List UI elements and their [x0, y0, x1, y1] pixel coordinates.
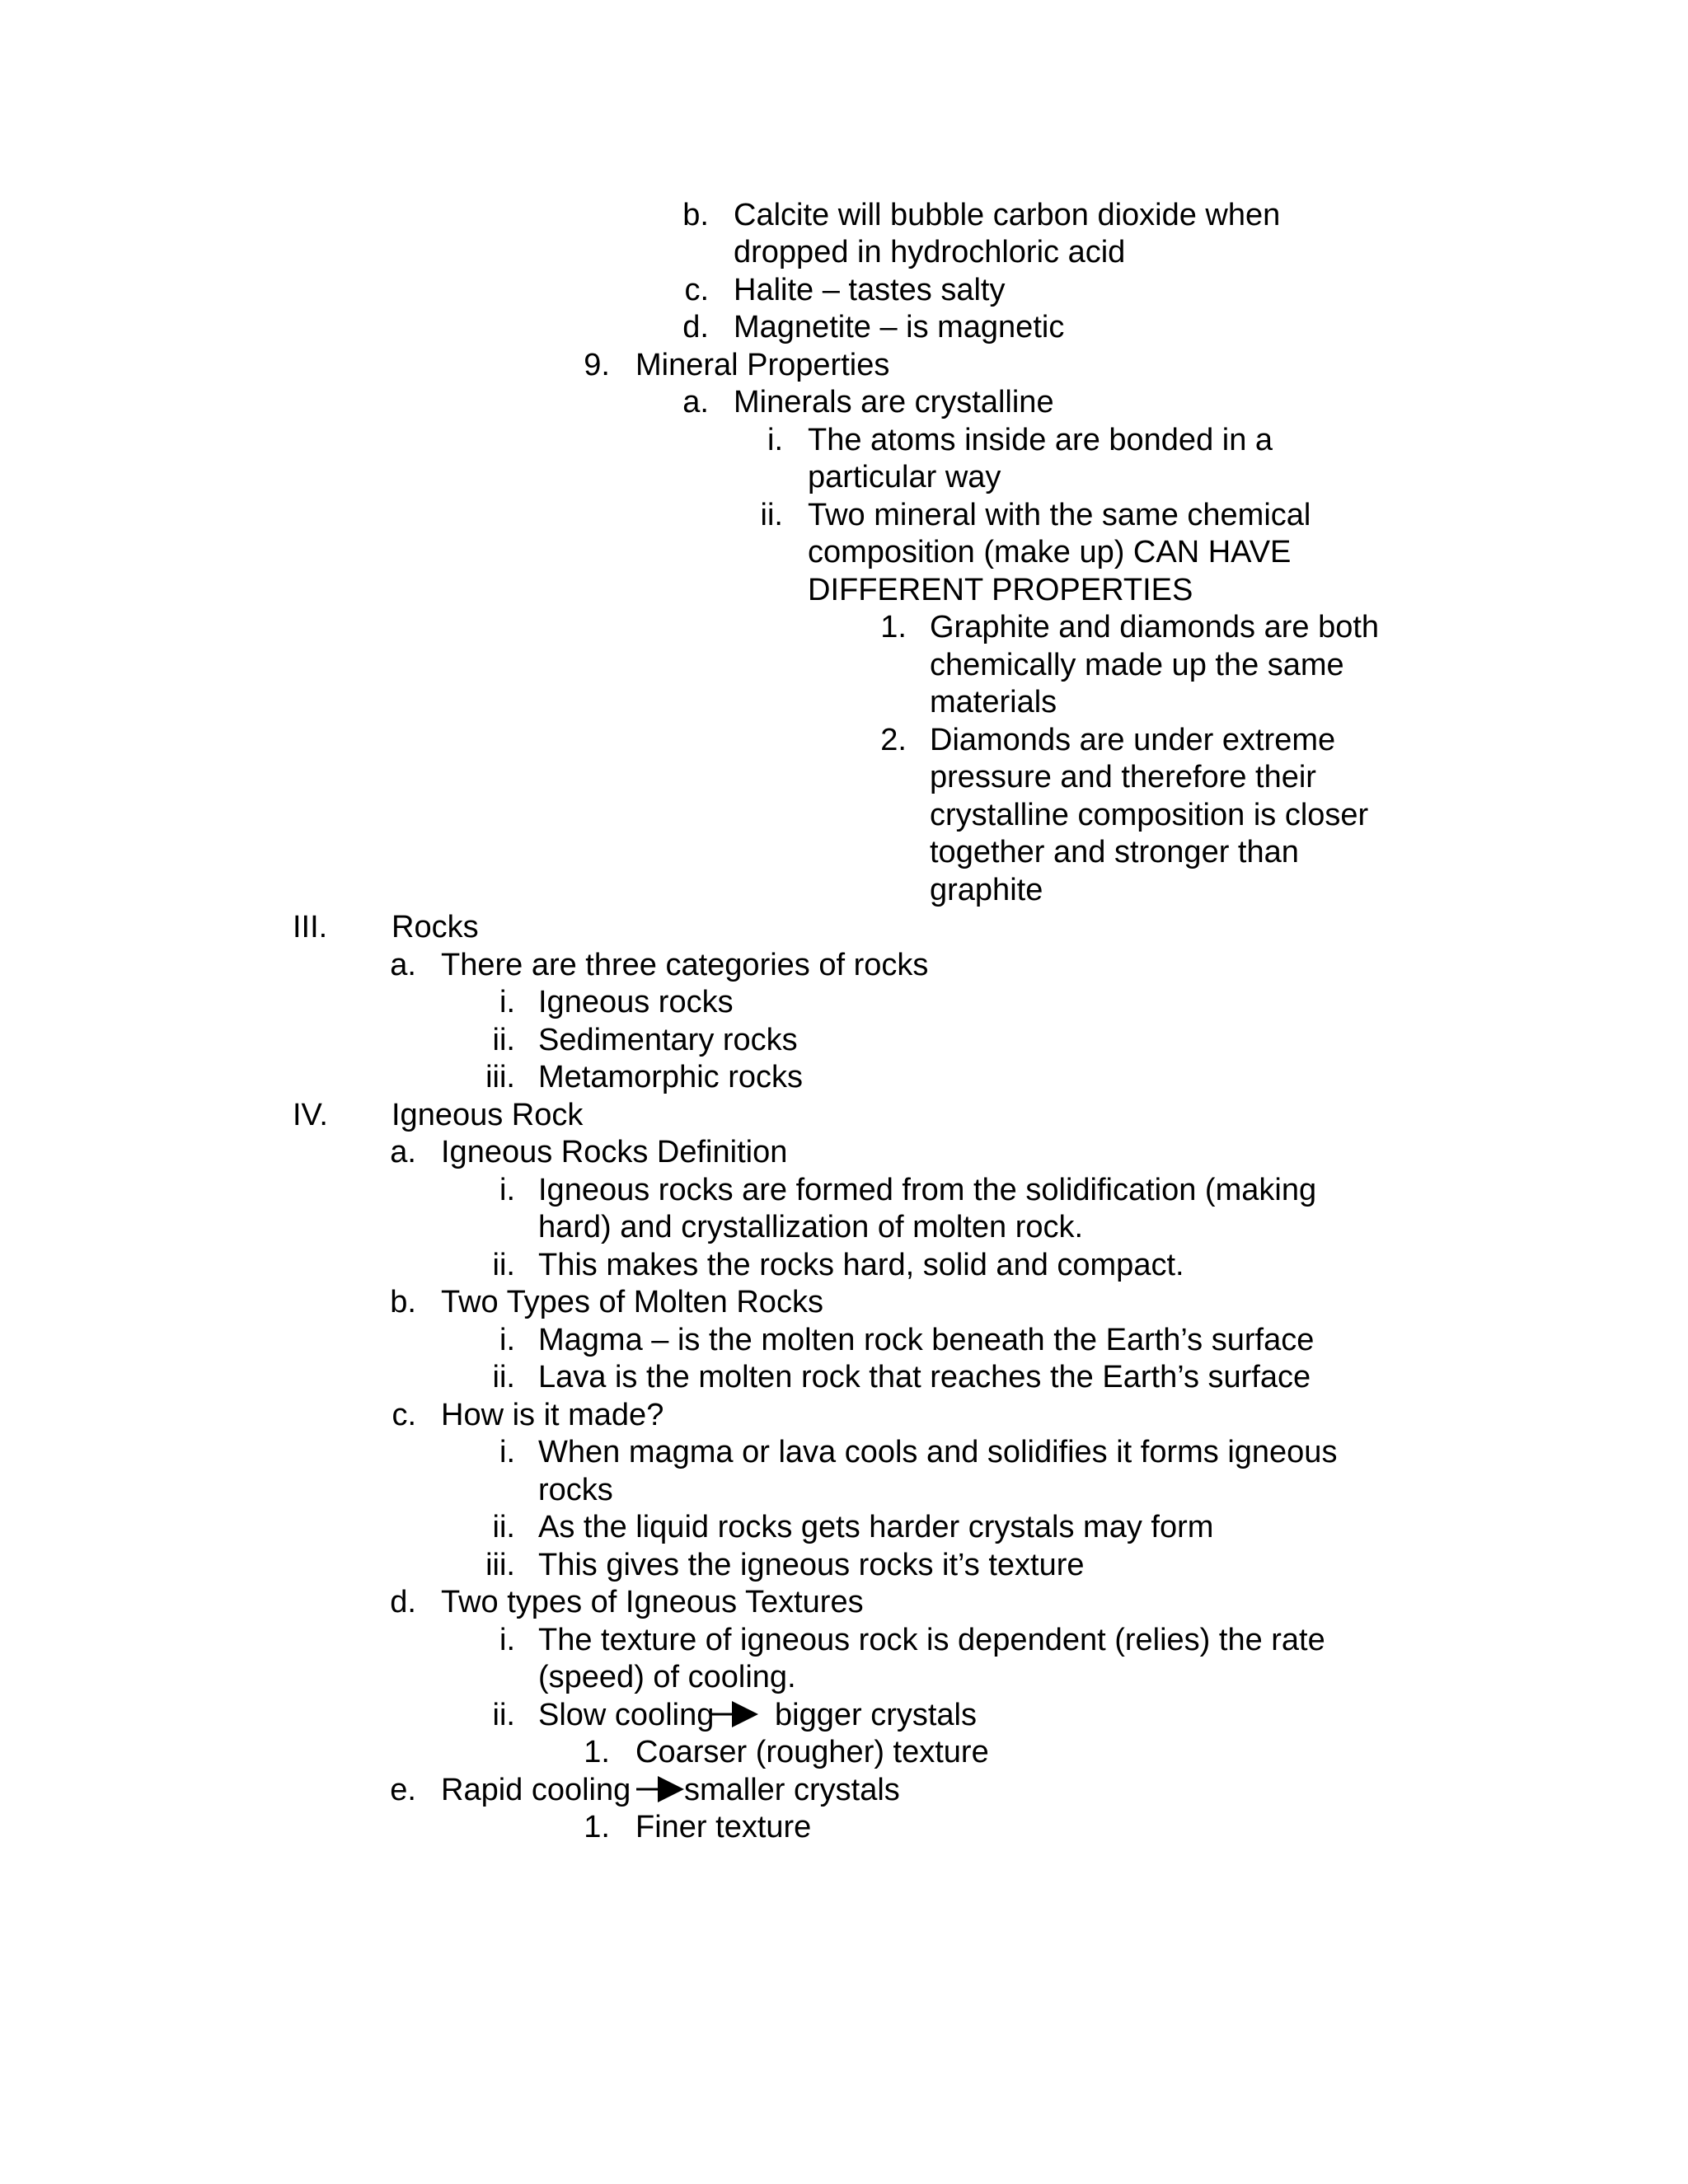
list-item-text: Sedimentary rocks: [538, 1023, 798, 1057]
list-item-text: Magma – is the molten rock beneath the Earth’s surface: [538, 1323, 1315, 1357]
list-item-text: Finer texture: [635, 1810, 812, 1844]
list-item-text: Halite – tastes salty: [734, 273, 1006, 307]
list-marker: ii.: [492, 1510, 515, 1544]
list-item-text: materials: [930, 685, 1057, 719]
list-marker: ii.: [492, 1698, 515, 1732]
list-marker: a.: [390, 948, 416, 982]
list-marker: c.: [392, 1398, 416, 1432]
list-item-text: DIFFERENT PROPERTIES: [808, 573, 1193, 607]
list-item-text: composition (make up) CAN HAVE: [808, 535, 1292, 569]
list-item-text: Coarser (rougher) texture: [635, 1735, 989, 1769]
list-item-text: dropped in hydrochloric acid: [734, 235, 1126, 269]
list-item-text: particular way: [808, 460, 1001, 494]
section-marker: III.: [293, 910, 328, 944]
list-marker: i.: [499, 1435, 515, 1469]
list-item-text: Magnetite – is magnetic: [734, 310, 1065, 344]
list-marker: d.: [390, 1585, 416, 1619]
list-item-text: The atoms inside are bonded in a: [808, 423, 1273, 457]
list-marker: i.: [499, 1323, 515, 1357]
list-item-text: (speed) of cooling.: [538, 1660, 796, 1694]
list-item-text: Igneous Rocks Definition: [441, 1135, 788, 1169]
list-marker: c.: [684, 273, 709, 307]
list-item-text: Two mineral with the same chemical: [808, 498, 1311, 532]
list-item-text: Lava is the molten rock that reaches the Earth’s surface: [538, 1360, 1311, 1394]
list-item-text: Slow cooling: [538, 1698, 715, 1732]
list-item-text: This makes the rocks hard, solid and compact.: [538, 1248, 1184, 1282]
list-item-text: smaller crystals: [684, 1773, 900, 1807]
list-marker: i.: [499, 1623, 515, 1657]
section-heading: Rocks: [392, 910, 479, 944]
list-item-text: Minerals are crystalline: [734, 385, 1054, 419]
list-marker: ii.: [760, 498, 783, 532]
list-marker: iii.: [485, 1548, 515, 1582]
list-item-text: Igneous rocks are formed from the solidification (making: [538, 1173, 1317, 1207]
list-item-text: Mineral Properties: [635, 348, 890, 382]
list-marker: e.: [390, 1773, 416, 1807]
list-item-text: This gives the igneous rocks it’s texture: [538, 1548, 1085, 1582]
list-item-text: Graphite and diamonds are both: [930, 610, 1380, 644]
list-marker: 2.: [880, 723, 907, 757]
list-marker: iii.: [485, 1060, 515, 1094]
list-item-text: together and stronger than: [930, 835, 1299, 869]
list-item-text: When magma or lava cools and solidifies it forms igneous: [538, 1435, 1338, 1469]
list-marker: i.: [499, 985, 515, 1019]
section-heading: Igneous Rock: [392, 1098, 584, 1132]
list-item-text: As the liquid rocks gets harder crystals may form: [538, 1510, 1214, 1544]
list-item-text: crystalline composition is closer: [930, 798, 1369, 832]
list-marker: i.: [499, 1173, 515, 1207]
list-item-text: pressure and therefore their: [930, 760, 1316, 794]
list-marker: 9.: [584, 348, 610, 382]
list-item-text: Metamorphic rocks: [538, 1060, 803, 1094]
list-marker: i.: [767, 423, 783, 457]
list-marker: d.: [682, 310, 709, 344]
arrow-right-icon: [636, 1773, 686, 1806]
list-item-text: graphite: [930, 873, 1043, 907]
list-marker: ii.: [492, 1248, 515, 1282]
list-marker: b.: [390, 1285, 416, 1319]
list-item-text: chemically made up the same: [930, 648, 1344, 682]
list-item-text: bigger crystals: [775, 1698, 977, 1732]
list-item-text: The texture of igneous rock is dependent (relies) the rate: [538, 1623, 1325, 1657]
list-item-text: How is it made?: [441, 1398, 664, 1432]
list-marker: 1.: [880, 610, 907, 644]
list-item-text: Two Types of Molten Rocks: [441, 1285, 823, 1319]
list-item-text: Rapid cooling: [441, 1773, 631, 1807]
list-marker: a.: [390, 1135, 416, 1169]
list-item-text: Igneous rocks: [538, 985, 734, 1019]
list-marker: 1.: [584, 1735, 610, 1769]
section-marker: IV.: [293, 1098, 328, 1132]
list-item-text: Two types of Igneous Textures: [441, 1585, 864, 1619]
list-item-text: hard) and crystallization of molten rock.: [538, 1210, 1084, 1244]
list-marker: a.: [682, 385, 709, 419]
list-item-text: There are three categories of rocks: [441, 948, 929, 982]
list-item-text: rocks: [538, 1473, 613, 1507]
list-item-text: Calcite will bubble carbon dioxide when: [734, 198, 1281, 232]
list-marker: ii.: [492, 1023, 515, 1057]
arrow-right-icon: [710, 1698, 760, 1731]
list-item-text: Diamonds are under extreme: [930, 723, 1336, 757]
list-marker: 1.: [584, 1810, 610, 1844]
list-marker: b.: [682, 198, 709, 232]
list-marker: ii.: [492, 1360, 515, 1394]
